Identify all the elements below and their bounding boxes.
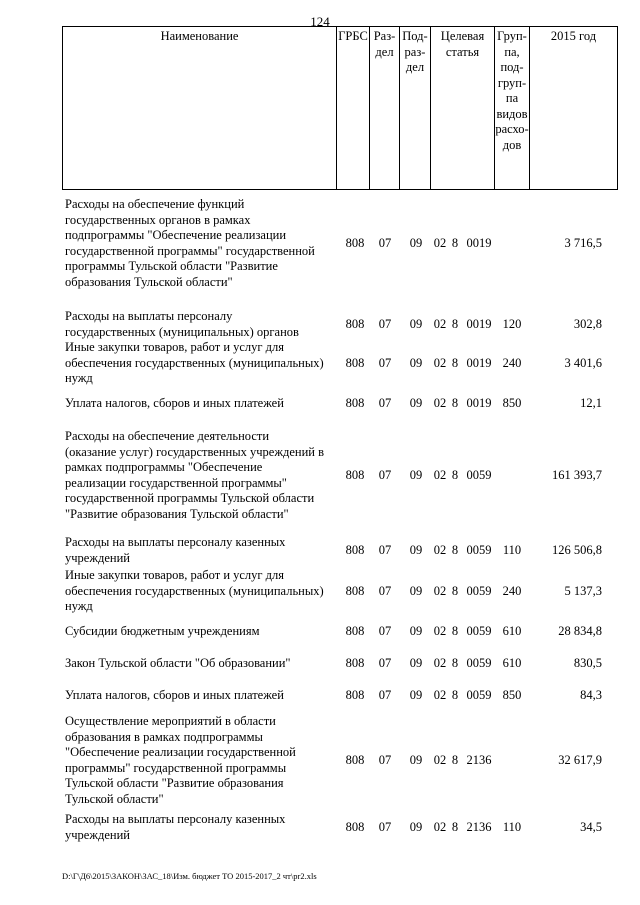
row-name-line: Субсидии бюджетным учреждениям	[65, 624, 260, 638]
row-name-line: Уплата налогов, сборов и иных платежей	[65, 396, 284, 410]
razdel-cell: 07	[378, 396, 392, 410]
header-razdel	[369, 27, 399, 189]
amount-2015-cell: 5 137,3	[564, 584, 602, 598]
row-name	[65, 568, 335, 615]
header-celevaya-statya	[430, 27, 494, 189]
vid-rashodov-cell: 610	[502, 656, 522, 670]
row-name-line: нужд	[65, 599, 93, 614]
row-name-line: обеспечения государственных (муниципальных)	[65, 583, 324, 598]
celevaya-statya-program-cell: 02	[433, 656, 447, 670]
celevaya-statya-subprogram-cell: 8	[451, 753, 459, 767]
podrazdel-cell: 09	[409, 624, 423, 638]
vid-rashodov-cell: 850	[502, 396, 522, 410]
row-name	[65, 429, 335, 523]
table-row	[0, 568, 640, 615]
header-podrazdel-line: раз-	[404, 44, 426, 59]
header-gruppa-line: па	[505, 91, 519, 105]
celevaya-statya-subprogram-cell: 8	[451, 656, 459, 670]
grbs-cell: 808	[345, 396, 365, 410]
row-name	[65, 714, 335, 808]
table-row	[0, 396, 640, 412]
grbs-cell: 808	[345, 317, 365, 331]
podrazdel-cell: 09	[409, 317, 423, 331]
celevaya-statya-subprogram-cell: 8	[451, 820, 459, 834]
celevaya-statya-subprogram-cell: 8	[451, 356, 459, 370]
razdel-cell: 07	[378, 317, 392, 331]
amount-2015-cell: 302,8	[573, 317, 602, 331]
row-name	[65, 656, 335, 672]
celevaya-statya-code-cell: 0019	[466, 317, 492, 331]
table-row	[0, 309, 640, 340]
grbs-cell: 808	[345, 753, 365, 767]
amount-2015-cell: 161 393,7	[552, 468, 602, 482]
celevaya-statya-code-cell: 0059	[466, 543, 492, 557]
row-name-line: Тульской области "Развитие образования	[65, 776, 284, 791]
row-name-line: Иные закупки товаров, работ и услуг для	[65, 340, 285, 354]
row-name-line: рамках подпрограммы "Обеспечение	[65, 460, 263, 475]
row-name-line: нужд	[65, 371, 93, 386]
celevaya-statya-code-cell: 2136	[466, 820, 492, 834]
grbs-cell: 808	[345, 468, 365, 482]
celevaya-statya-program-cell: 02	[433, 543, 447, 557]
grbs-cell: 808	[345, 820, 365, 834]
celevaya-statya-program-cell: 02	[433, 753, 447, 767]
celevaya-statya-subprogram-cell: 8	[451, 236, 459, 250]
header-gruppa-line: под-	[500, 60, 524, 74]
celevaya-statya-subprogram-cell: 8	[451, 584, 459, 598]
row-name-line: подпрограммы "Обеспечение реализации	[65, 228, 287, 243]
vid-rashodov-cell: 240	[502, 356, 522, 370]
header-gruppa-line: груп-	[497, 75, 527, 90]
row-name	[65, 624, 335, 640]
vid-rashodov-cell: 110	[502, 543, 522, 557]
row-name-line: государственных органов в рамках	[65, 212, 251, 227]
podrazdel-cell: 09	[409, 656, 423, 670]
header-gruppa-line: па,	[504, 44, 520, 59]
header-celevaya-line: статья	[445, 44, 480, 59]
page-number: 124	[310, 14, 330, 29]
row-name-line: государственных (муниципальных) органов	[65, 324, 299, 339]
vid-rashodov-cell: 240	[502, 584, 522, 598]
celevaya-statya-code-cell: 0059	[466, 468, 492, 482]
razdel-cell: 07	[378, 236, 392, 250]
amount-2015-cell: 32 617,9	[558, 753, 602, 767]
celevaya-statya-code-cell: 0019	[466, 356, 492, 370]
row-name	[65, 197, 335, 291]
celevaya-statya-subprogram-cell: 8	[451, 317, 459, 331]
podrazdel-cell: 09	[409, 820, 423, 834]
row-name-line: Осуществление мероприятий в области	[65, 714, 276, 728]
podrazdel-cell: 09	[409, 688, 423, 702]
header-year-label: 2015 год	[550, 29, 597, 43]
podrazdel-cell: 09	[409, 543, 423, 557]
vid-rashodov-cell: 610	[502, 624, 522, 638]
row-name-line: Тульской области"	[65, 791, 164, 806]
podrazdel-cell: 09	[409, 396, 423, 410]
amount-2015-cell: 126 506,8	[552, 543, 602, 557]
celevaya-statya-program-cell: 02	[433, 236, 447, 250]
row-name-line: Закон Тульской области "Об образовании"	[65, 656, 291, 670]
celevaya-statya-subprogram-cell: 8	[451, 396, 459, 410]
celevaya-statya-subprogram-cell: 8	[451, 543, 459, 557]
celevaya-statya-code-cell: 0059	[466, 624, 492, 638]
row-name	[65, 340, 335, 387]
header-gruppa-line: видов	[496, 106, 528, 121]
row-name-line: учреждений	[65, 827, 130, 842]
amount-2015-cell: 84,3	[580, 688, 602, 702]
header-year	[529, 27, 618, 189]
header-name	[62, 27, 336, 189]
podrazdel-cell: 09	[409, 236, 423, 250]
row-name	[65, 309, 335, 340]
vid-rashodov-cell: 120	[502, 317, 522, 331]
celevaya-statya-program-cell: 02	[433, 468, 447, 482]
vid-rashodov-cell: 110	[502, 820, 522, 834]
celevaya-statya-program-cell: 02	[433, 356, 447, 370]
razdel-cell: 07	[378, 584, 392, 598]
celevaya-statya-code-cell: 0059	[466, 656, 492, 670]
grbs-cell: 808	[345, 688, 365, 702]
table-row	[0, 624, 640, 640]
amount-2015-cell: 3 401,6	[564, 356, 602, 370]
row-name-line: реализации государственной программы"	[65, 475, 287, 490]
celevaya-statya-code-cell: 0059	[466, 688, 492, 702]
vid-rashodov-cell: 850	[502, 688, 522, 702]
header-celevaya-line: Целевая	[440, 29, 485, 43]
celevaya-statya-code-cell: 0019	[466, 396, 492, 410]
row-name-line: Расходы на обеспечение деятельности	[65, 429, 270, 443]
razdel-cell: 07	[378, 543, 392, 557]
amount-2015-cell: 830,5	[573, 656, 602, 670]
grbs-cell: 808	[345, 543, 365, 557]
table-row	[0, 688, 640, 704]
row-name	[65, 688, 335, 704]
celevaya-statya-code-cell: 2136	[466, 753, 492, 767]
amount-2015-cell: 12,1	[580, 396, 602, 410]
table-row	[0, 812, 640, 843]
amount-2015-cell: 34,5	[580, 820, 602, 834]
razdel-cell: 07	[378, 688, 392, 702]
amount-2015-cell: 3 716,5	[564, 236, 602, 250]
razdel-cell: 07	[378, 356, 392, 370]
celevaya-statya-program-cell: 02	[433, 820, 447, 834]
header-grbs-label: ГРБС	[338, 29, 368, 43]
table-row	[0, 656, 640, 672]
grbs-cell: 808	[345, 624, 365, 638]
celevaya-statya-subprogram-cell: 8	[451, 688, 459, 702]
file-path-footer: D:\Г\Д6\2015\ЗАКОН\ЗАС_18\Изм. бюджет ТО 2015-2017_2 чт\pr2.xls	[62, 871, 317, 881]
razdel-cell: 07	[378, 753, 392, 767]
podrazdel-cell: 09	[409, 356, 423, 370]
header-podrazdel-line: дел	[405, 60, 425, 74]
celevaya-statya-program-cell: 02	[433, 396, 447, 410]
celevaya-statya-program-cell: 02	[433, 624, 447, 638]
row-name-line: образования Тульской области"	[65, 274, 233, 289]
grbs-cell: 808	[345, 656, 365, 670]
row-name-line: "Обеспечение реализации государственной	[65, 745, 296, 760]
celevaya-statya-code-cell: 0019	[466, 236, 492, 250]
celevaya-statya-subprogram-cell: 8	[451, 468, 459, 482]
row-name-line: учреждений	[65, 550, 130, 565]
header-razdel-line: дел	[375, 44, 394, 59]
header-podrazdel	[399, 27, 430, 189]
razdel-cell: 07	[378, 468, 392, 482]
row-name-line: "Развитие образования Тульской области"	[65, 506, 289, 521]
row-name-line: образования в рамках подпрограммы	[65, 729, 263, 744]
row-name	[65, 396, 335, 412]
row-name-line: государственной программы Тульской области	[65, 491, 315, 506]
row-name-line: Иные закупки товаров, работ и услуг для	[65, 568, 285, 582]
header-razdel-line: Раз-	[373, 29, 396, 43]
celevaya-statya-program-cell: 02	[433, 584, 447, 598]
celevaya-statya-code-cell: 0059	[466, 584, 492, 598]
razdel-cell: 07	[378, 624, 392, 638]
header-name-label: Наименование	[160, 29, 239, 43]
table-row	[0, 535, 640, 566]
table-row	[0, 340, 640, 387]
row-name	[65, 812, 335, 843]
row-name-line: обеспечения государственных (муниципальных)	[65, 355, 324, 370]
row-name-line: (оказание услуг) государственных учреждений в	[65, 444, 324, 459]
celevaya-statya-subprogram-cell: 8	[451, 624, 459, 638]
podrazdel-cell: 09	[409, 468, 423, 482]
header-gruppa-line: расхо-	[495, 122, 529, 136]
header-gruppa-line: дов	[502, 137, 522, 152]
row-name-line: Расходы на выплаты персоналу	[65, 309, 233, 323]
row-name-line: государственной программы" государственной	[65, 243, 315, 258]
table-row	[0, 197, 640, 291]
podrazdel-cell: 09	[409, 753, 423, 767]
header-gruppa-line: Груп-	[497, 29, 527, 43]
grbs-cell: 808	[345, 356, 365, 370]
row-name-line: программы Тульской области "Развитие	[65, 259, 278, 274]
table-row	[0, 714, 640, 808]
celevaya-statya-program-cell: 02	[433, 317, 447, 331]
amount-2015-cell: 28 834,8	[558, 624, 602, 638]
podrazdel-cell: 09	[409, 584, 423, 598]
row-name-line: Уплата налогов, сборов и иных платежей	[65, 688, 284, 702]
header-gruppa	[494, 27, 529, 189]
row-name-line: программы" государственной программы	[65, 760, 287, 775]
row-name-line: Расходы на выплаты персоналу казенных	[65, 535, 286, 549]
row-name-line: Расходы на выплаты персоналу казенных	[65, 812, 286, 826]
grbs-cell: 808	[345, 236, 365, 250]
razdel-cell: 07	[378, 820, 392, 834]
header-grbs	[336, 27, 369, 189]
table-row	[0, 429, 640, 523]
row-name	[65, 535, 335, 566]
celevaya-statya-program-cell: 02	[433, 688, 447, 702]
grbs-cell: 808	[345, 584, 365, 598]
header-podrazdel-line: Под-	[402, 29, 428, 43]
razdel-cell: 07	[378, 656, 392, 670]
row-name-line: Расходы на обеспечение функций	[65, 197, 245, 211]
